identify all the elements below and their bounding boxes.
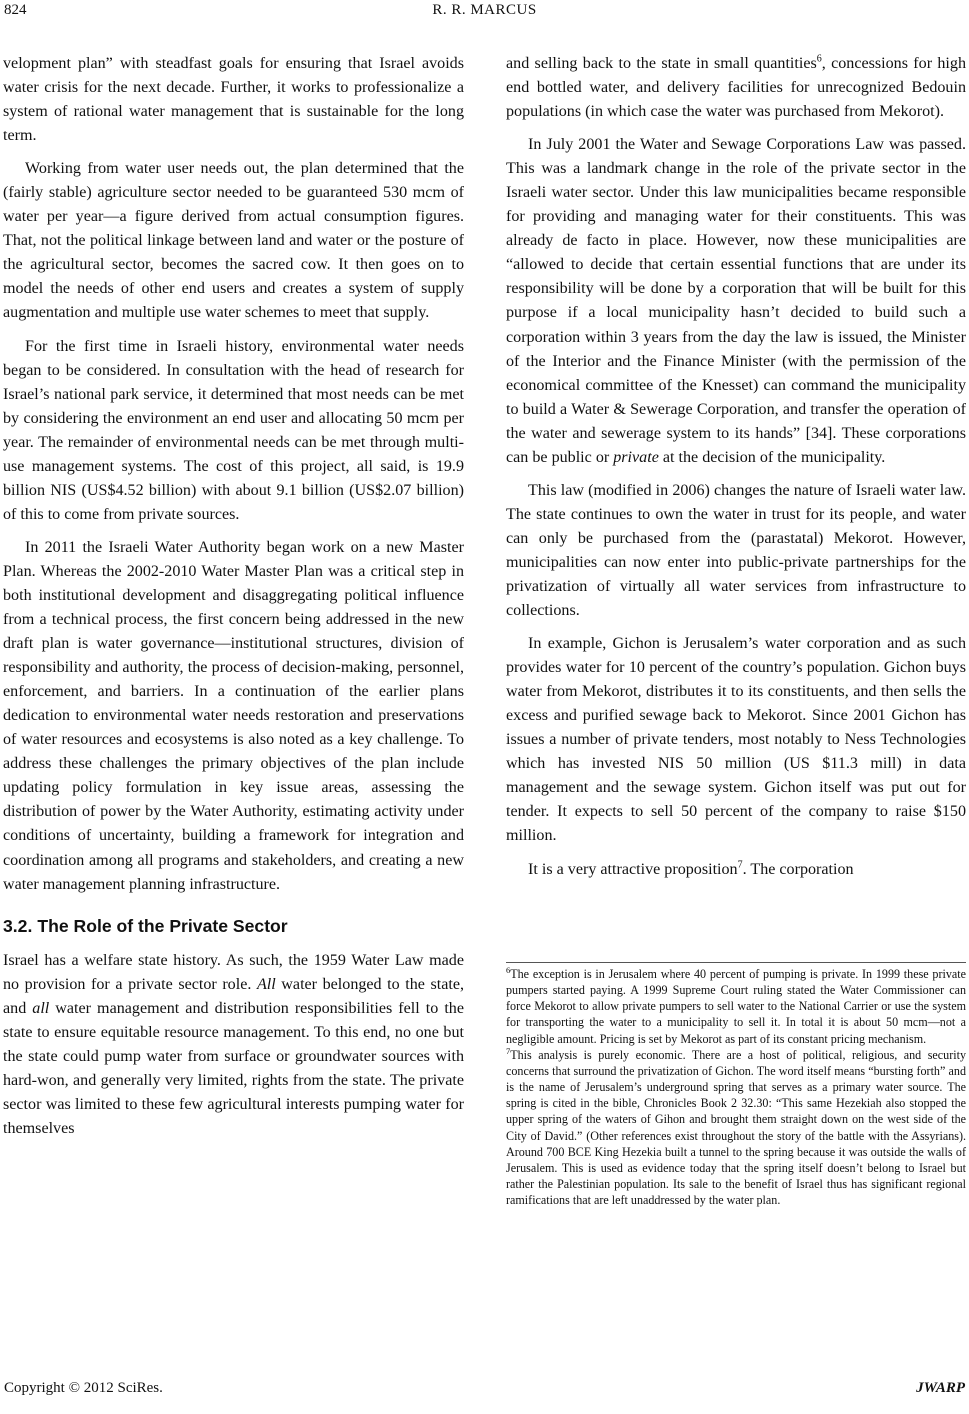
- footnote: [506, 1047, 966, 1209]
- emphasis: All: [256, 975, 276, 993]
- footnote-ref[interactable]: 6: [816, 53, 822, 65]
- footnote-text: This analysis is purely economic. There are a host of political, religious, and security concerns that surround the privatization of Gichon. The word itself means “bursting forth” and is the name of Jerusalem’s underground spring that serves as a primary water source. The spring is cited in the bible, Chronicles Book 2 32.30: “This same Hezekiah also stopped the upper spring of the waters of Gihon and brought them straight down on the west side of the City of David.” (Other references exist throughout the story of the battle with the Assyrians). Around 700 BCE King Hezekia built a tunnel to the spring because it was outside the walls of Jerusalem. This is used as evidence today that the spring itself doesn’t belong to Israel but rather the Palestinian population. Its sale to the benefit of Israel thus has significant regional ramifications that are left unaddressed by the water plan.: [506, 1047, 966, 1208]
- text-run: at the decision of the municipality.: [658, 448, 886, 466]
- emphasis: all: [32, 999, 50, 1017]
- page-number: 824: [4, 2, 27, 18]
- text-run: water belonged to the state, and: [3, 975, 465, 1017]
- running-head: R. R. MARCUS: [432, 2, 537, 18]
- footnote-text: The exception is in Jerusalem where 40 percent of pumping is private. In 1999 these private pumpers started paying. A 1999 Supreme Court ruling stated the Water Commissioner can force Mekorot to allow private pumpers to sell water to the National Carrier or use the system for transporting the water to a municipality to sell it. In total it is about 50 mcm—not a negligible amount. Pricing is set by Mekorot as part of its constant pricing mechanism.: [506, 967, 966, 1046]
- paragraph: Working from water user needs out, the plan determined that the (fairly stable) agriculture sector needed to be guaranteed 530 mcm of water per year—a figure derived from actual consumption figures. That, not the political linkage between land and water or the posture of the agricultural sector, becomes the sacred cow. It then goes on to model the needs of other end users and creates a system of supply augmentation and multiple use water schemes to meet that supply.: [3, 160, 464, 322]
- paragraph: In example, Gichon is Jerusalem’s water corporation and as such provides water for 10 percent of the country’s population. Gichon buys water from Mekorot, distributes it to its constituents, and then sells the excess and purified sewage back to Mekorot. Since 2001 Gichon has issues a number of private tenders, most notably to Ness Technologies which has invested NIS 50 million (US $11.3 mill) in data management and the sewage system. Gichon itself was put out for tender. It expects to sell 50 percent of the company to raise $150 million.: [506, 635, 966, 845]
- text-run: water management and distribution responsibilities fell to the state to ensure equitable resource management. To this end, no one but the state could pump water from surface or groundwater sources with hard-won, and generally very limited, rights from the state. The private sector was limited to these few agricultural interests pumping water for themselves: [3, 999, 464, 1137]
- footnote-marker: 6: [506, 964, 511, 975]
- copyright-notice: Copyright © 2012 SciRes.: [4, 1380, 163, 1396]
- paragraph: [506, 52, 966, 124]
- section-number: 3.2.: [3, 915, 33, 936]
- section-heading: [3, 914, 464, 938]
- text-run: , concessions for high end bottled water, and delivery facilities for unrecognized Bedouin populations (in which case the water was purchased from Mekorot).: [506, 55, 966, 121]
- journal-name: JWARP: [916, 1380, 965, 1396]
- text-run: Israel has a welfare state history. As such, the 1959 Water Law made no provision for a private sector role.: [3, 951, 464, 993]
- left-column: [3, 52, 464, 1141]
- section-title: The Role of the Private Sector: [37, 915, 288, 936]
- paragraph: In 2011 the Israeli Water Authority began work on a new Master Plan. Whereas the 2002-2010 Water Master Plan was a critical step in both institutional development and disaggregating political influence from a technical process, the first concern being addressed in the new draft plan is water governance—institutional structures, division of responsibility and authority, the process of decision-making, personnel, enforcement, and barriers. In a continuation of the earlier plans dedication to environmental water needs restoration and preservations of water resources and ecosystems is also noted as a key challenge. To address these challenges the primary objectives of the plan include updating policy formulation in key issue areas, assessing the distribution of power by the Water Authority, estimating activity under conditions of uncertainty, building a framework for integration and coordination among all programs and stakeholders, and creating a new water management planning infrastructure.: [3, 538, 464, 893]
- paragraph: This law (modified in 2006) changes the nature of Israeli water law. The state continues to own the water in trust for its people, and water can only be purchased from the (parastatal) Mekorot. However, municipalities can now enter into public-private partnerships for the privatization of virtually all water services from infrastructure to collections.: [506, 481, 966, 620]
- paragraph: velopment plan” with steadfast goals for ensuring that Israel avoids water crisis for the next decade. Further, it works to professionalize a system of rational water management that is sustainable for the long term.: [3, 55, 464, 145]
- paragraph: [3, 949, 464, 1141]
- text-run: and selling back to the state in small quantities: [506, 55, 817, 72]
- text-run: In July 2001 the Water and Sewage Corporations Law was passed. This was a landmark change in the role of the private sector in the Israeli water sector. Under this law municipalities became responsible for providing and managing water for their constituents. This was already de facto in place. However, now these municipalities are “allowed to decide that certain essential functions that are under its responsibility will be done by a corporation that will be built for this purpose if a local municipality hasn’t decided to build such a corporation within 3 years from the day the law is issued, the Minister of the Interior and the Finance Minister (with the permission of the economical committee of the Knesset) can command the municipality to build a Water & Sewerage Corporation, and transfer the operation of the water and sewerage system to its hands” [34]. These corporations can be public or: [506, 136, 966, 466]
- paragraph: [506, 133, 966, 470]
- page-header: [0, 0, 969, 40]
- footnotes: [506, 962, 966, 1208]
- right-column: [506, 52, 966, 882]
- emphasis: private: [613, 448, 659, 466]
- text-run: . The corporation: [742, 860, 854, 878]
- footnote-ref[interactable]: 7: [737, 859, 743, 871]
- footnote-marker: 7: [506, 1045, 511, 1056]
- paragraph: For the first time in Israeli history, environmental water needs began to be considered. In consultation with the head of research for Israel’s national park service, it determined that most needs can be met by considering the environment an end user and allocating 50 mcm per year. The remainder of environmental needs can be met through multi-use management systems. The cost of this project, all said, is 19.9 billion NIS (US$4.52 billion) with about 9.1 billion (US$2.07 billion) of this to come from private sources.: [3, 337, 464, 523]
- text-run: It is a very attractive proposition: [528, 860, 738, 878]
- footnote-divider: [506, 962, 966, 963]
- footnote: [506, 966, 966, 1047]
- paragraph: [506, 858, 966, 882]
